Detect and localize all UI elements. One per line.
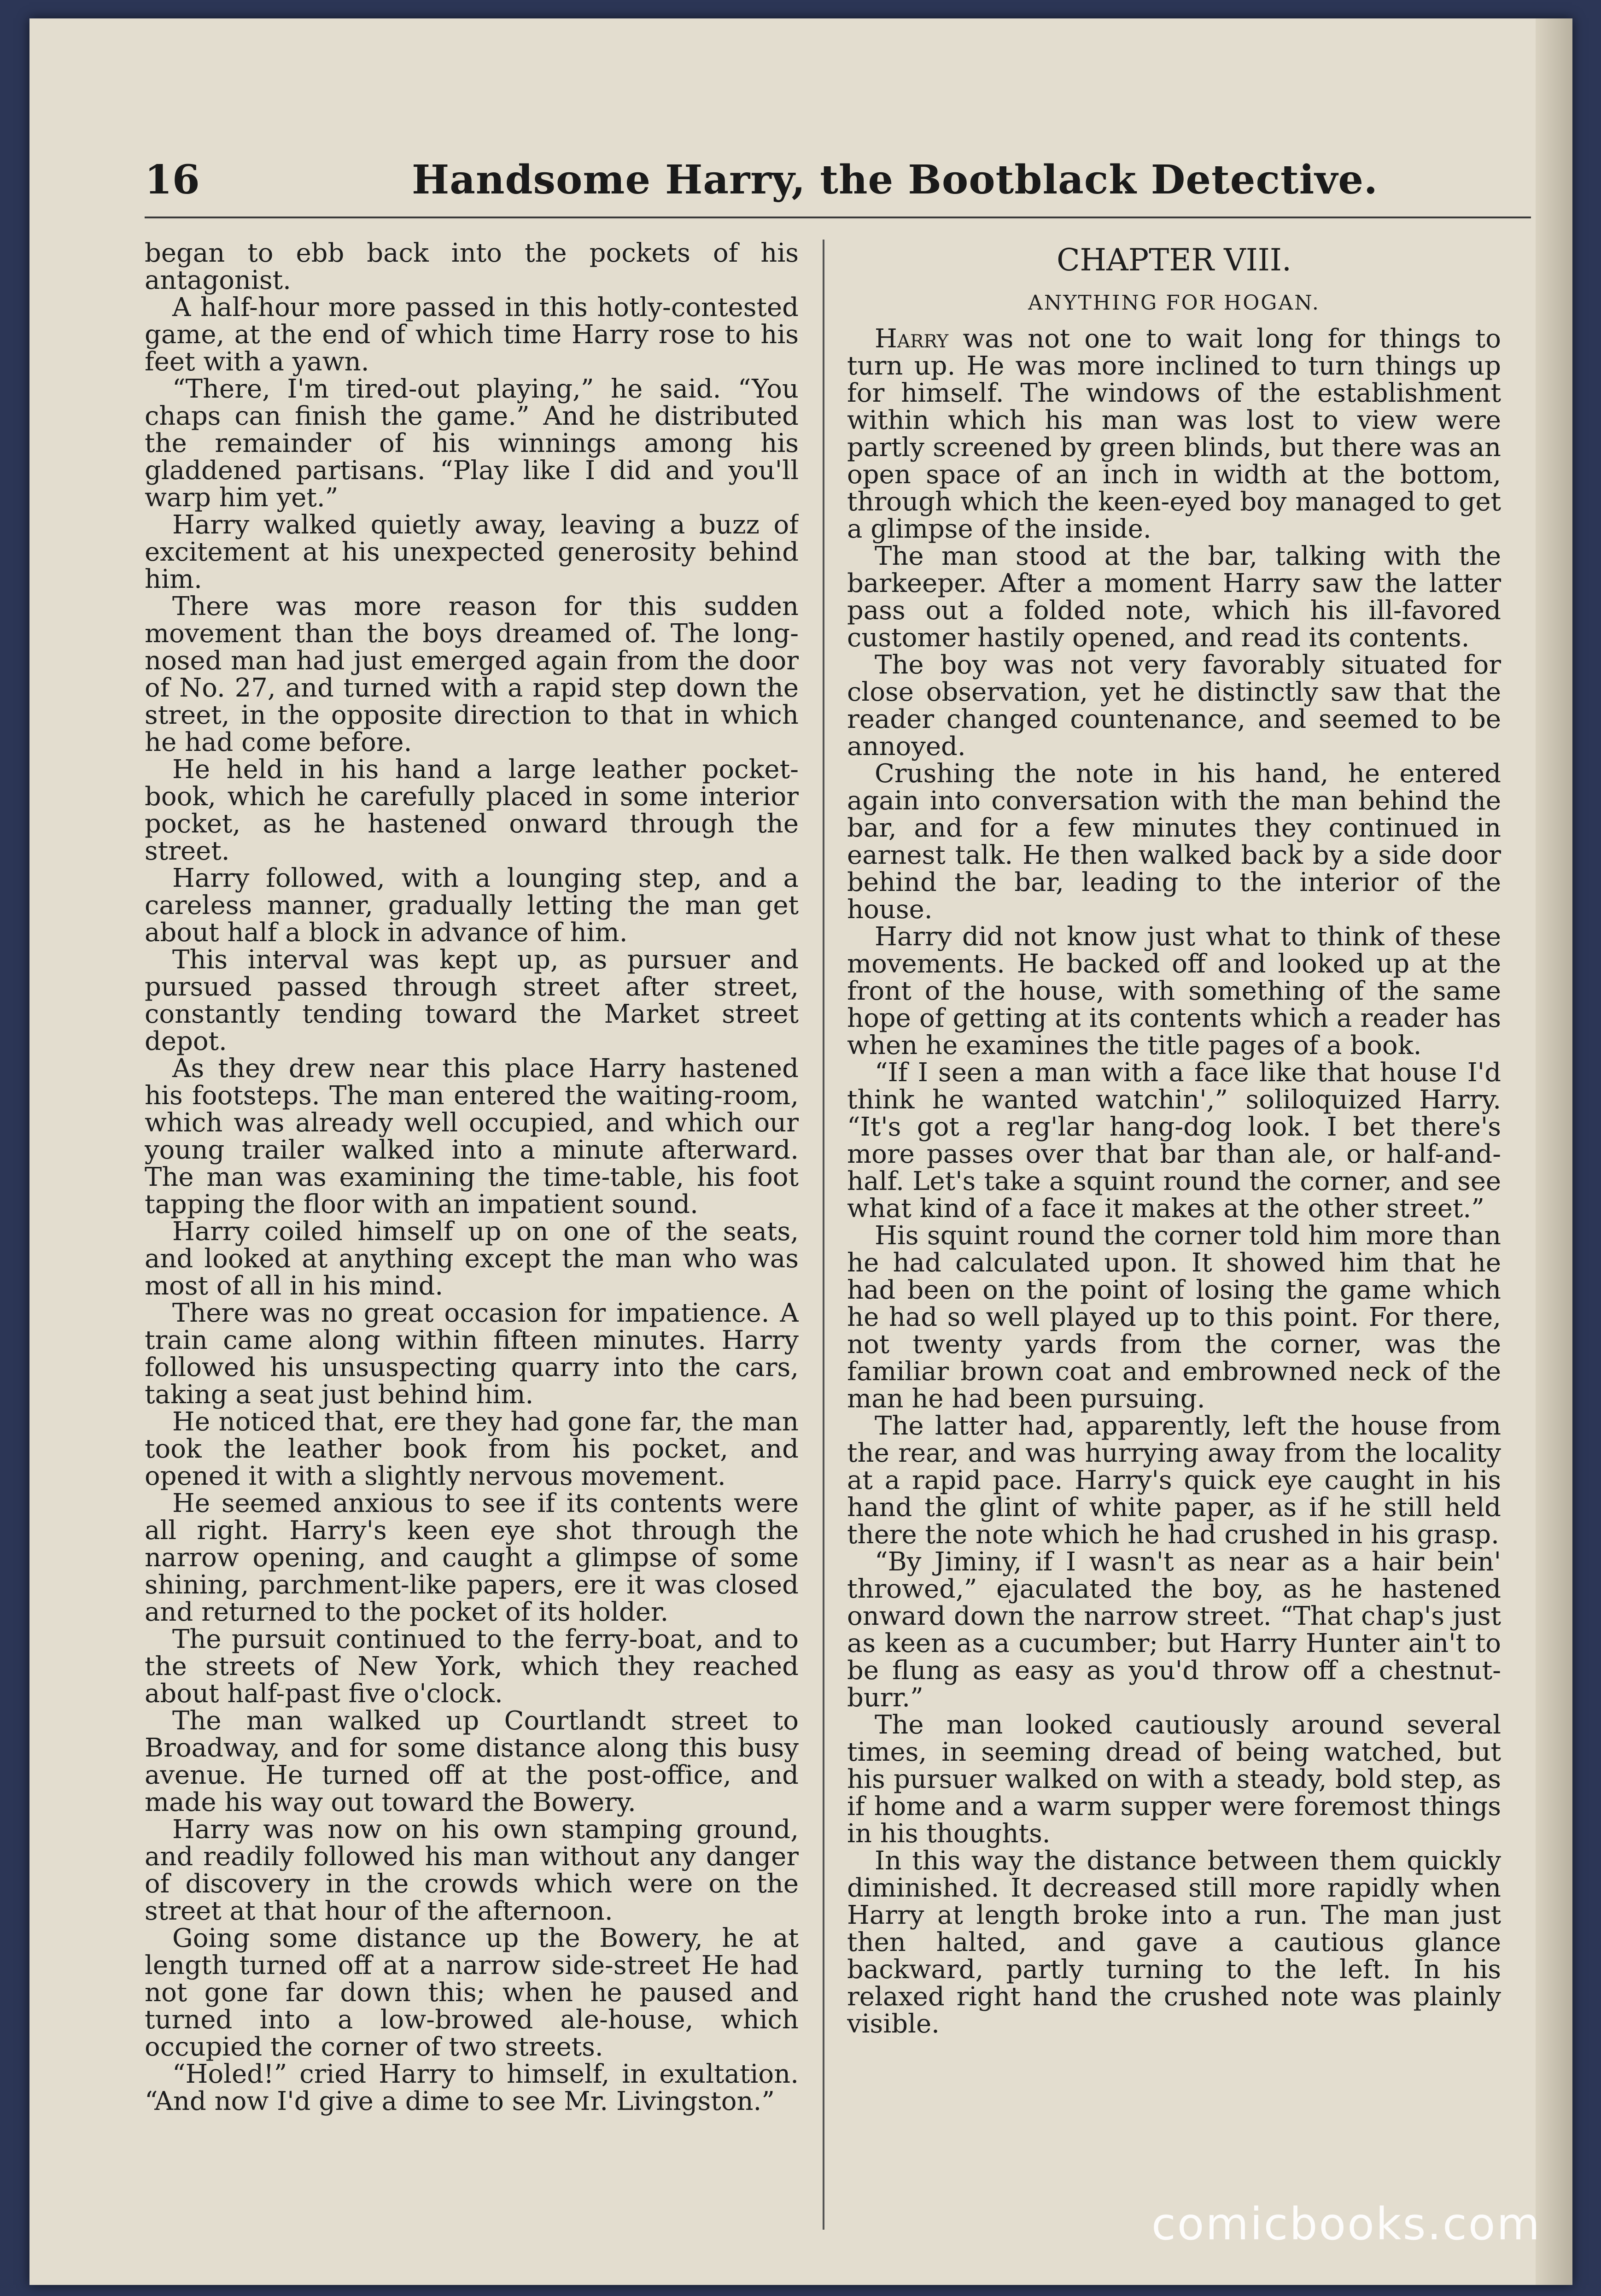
paragraph: Harry was now on his own stamping ground, and readily followed his man without any danger of discovery in the crowds which were on the street at that hour of the afternoon. bbox=[145, 1815, 799, 1926]
left-column bbox=[145, 240, 799, 2230]
paragraph: The boy was not very favorably situated for close observation, yet he distinctly saw that the reader changed countenance, and seemed to be annoyed. bbox=[847, 650, 1501, 761]
paragraph: As they drew near this place Harry hastened his footsteps. The man entered the waiting-room, which was already well occupied, and which our young trailer walked into a minute afterward. The man was examining the time-table, his foot tapping the floor with an impatient sound. bbox=[145, 1054, 799, 1219]
paragraph: The man stood at the bar, talking with the barkeeper. After a moment Harry saw the latter pass out a folded note, which his ill-favored customer hastily opened, and read its contents. bbox=[847, 541, 1501, 653]
book-page bbox=[29, 18, 1572, 2285]
paragraph: The pursuit continued to the ferry-boat, and to the streets of New York, which they reached about half-past five o'clock. bbox=[145, 1624, 799, 1709]
paragraph: This interval was kept up, as pursuer and pursued passed through street after street, constantly tending toward the Market street depot. bbox=[145, 945, 799, 1056]
paragraph: The man walked up Courtlandt street to Broadway, and for some distance along this busy avenue. He turned off at the post-office, and made his way out toward the Bowery. bbox=[145, 1706, 799, 1817]
paragraph: He noticed that, ere they had gone far, the man took the leather book from his pocket, and opened it with a slightly nervous movement. bbox=[145, 1407, 799, 1491]
right-column bbox=[847, 240, 1501, 2230]
lead-paragraph-text: was not one to wait long for things to turn up. He was more inclined to turn things up for himself. The windows of the establishment within which his man was lost to view were partly screened by green blinds, but there was an open space of an inch in width at the bottom, through which the keen-eyed boy managed to get a glimpse of the inside. bbox=[847, 324, 1501, 544]
paragraph: Harry coiled himself up on one of the seats, and looked at anything except the man who was most of all in his mind. bbox=[145, 1217, 799, 1301]
paragraph: “If I seen a man with a face like that house I'd think he wanted watchin',” soliloquized Harry. “It's got a reg'lar hang-dog look. I bet there's more passes over that bar than ale, or half-and-half. Let's take a squint round the corner, and see what kind of a face it makes at the other street.” bbox=[847, 1058, 1501, 1224]
paragraph: began to ebb back into the pockets of his antagonist. bbox=[145, 240, 799, 295]
paragraph: Harry did not know just what to think of these movements. He backed off and looked up at the front of the house, with something of the same hope of getting at its contents which a reader has when he examines the title pages of a book. bbox=[847, 922, 1501, 1060]
header-rule bbox=[145, 217, 1531, 218]
paragraph: “Holed!” cried Harry to himself, in exultation. “And now I'd give a dime to see Mr. Livingston.” bbox=[145, 2059, 799, 2116]
paragraph: Going some distance up the Bowery, he at length turned off at a narrow side-street He had not gone far down this; when he paused and turned into a low-browed ale-house, which occupied the corner of two streets. bbox=[145, 1923, 799, 2062]
paragraph: In this way the distance between them quickly diminished. It decreased still more rapidly when Harry at length broke into a run. The man just then halted, and gave a cautious glance backward, partly turning to the left. In his relaxed right hand the crushed note was plainly visible. bbox=[847, 1846, 1501, 2039]
page-header bbox=[145, 157, 1536, 217]
page-number: 16 bbox=[145, 157, 200, 203]
paragraph: He seemed anxious to see if its contents were all right. Harry's keen eye shot through the narrow opening, and caught a glimpse of some shining, parchment-like papers, ere it was closed and returned to the pocket of its holder. bbox=[145, 1488, 799, 1627]
chapter-title: CHAPTER VIII. bbox=[1057, 242, 1291, 278]
paragraph: “By Jiminy, if I wasn't as near as a hair bein' throwed,” ejaculated the boy, as he hastened onward down the narrow street. “That chap's just as keen as a cucumber; but Harry Hunter ain't to be flung as easy as you'd throw off a chestnut-burr.” bbox=[847, 1547, 1501, 1713]
column-divider bbox=[823, 240, 824, 2230]
page-spine bbox=[1536, 18, 1572, 2285]
paragraph: Crushing the note in his hand, he entered again into conversation with the man behind the bar, and for a few minutes they continued in earnest talk. He then walked back by a side door behind the bar, leading to the interior of the house. bbox=[847, 759, 1501, 925]
paragraph: The man looked cautiously around several times, in seeming dread of being watched, but his pursuer walked on with a steady, bold step, as if home and a warm supper were foremost things in his thoughts. bbox=[847, 1710, 1501, 1849]
paragraph bbox=[847, 325, 1501, 543]
paragraph: There was no great occasion for impatience. A train came along within fifteen minutes. Harry followed his unsuspecting quarry into the cars, taking a seat just behind him. bbox=[145, 1298, 799, 1410]
paragraph: Harry walked quietly away, leaving a buzz of excitement at his unexpected generosity behind him. bbox=[145, 510, 799, 594]
paragraph: Harry followed, with a lounging step, and a careless manner, gradually letting the man get about half a block in advance of him. bbox=[145, 863, 799, 948]
running-title: Handsome Harry, the Bootblack Detective. bbox=[412, 157, 1378, 203]
lead-word: Harry bbox=[875, 324, 949, 354]
paragraph: His squint round the corner told him more than he had calculated upon. It showed him that he had been on the point of losing the game which he had so well played up to this point. For there, not twenty yards from the corner, was the familiar brown coat and embrowned neck of the man he had been pursuing. bbox=[847, 1221, 1501, 1414]
paragraph: “There, I'm tired-out playing,” he said. “You chaps can finish the game.” And he distributed the remainder of his winnings among his gladdened partisans. “Play like I did and you'll warp him yet.” bbox=[145, 374, 799, 513]
paragraph: There was more reason for this sudden movement than the boys dreamed of. The long-nosed man had just emerged again from the door of No. 27, and turned with a rapid step down the street, in the opposite direction to that in which he had come before. bbox=[145, 592, 799, 757]
paragraph: A half-hour more passed in this hotly-contested game, at the end of which time Harry rose to his feet with a yawn. bbox=[145, 293, 799, 377]
watermark: comicbooks.com bbox=[1151, 2198, 1541, 2250]
chapter-subtitle: ANYTHING FOR HOGAN. bbox=[1028, 291, 1320, 315]
paragraph: He held in his hand a large leather pocket-book, which he carefully placed in some interior pocket, as he hastened onward through the street. bbox=[145, 755, 799, 866]
paragraph: The latter had, apparently, left the house from the rear, and was hurrying away from the locality at a rapid pace. Harry's quick eye caught in his hand the glint of white paper, as if he still held there the note which he had crushed in his grasp. bbox=[847, 1411, 1501, 1550]
